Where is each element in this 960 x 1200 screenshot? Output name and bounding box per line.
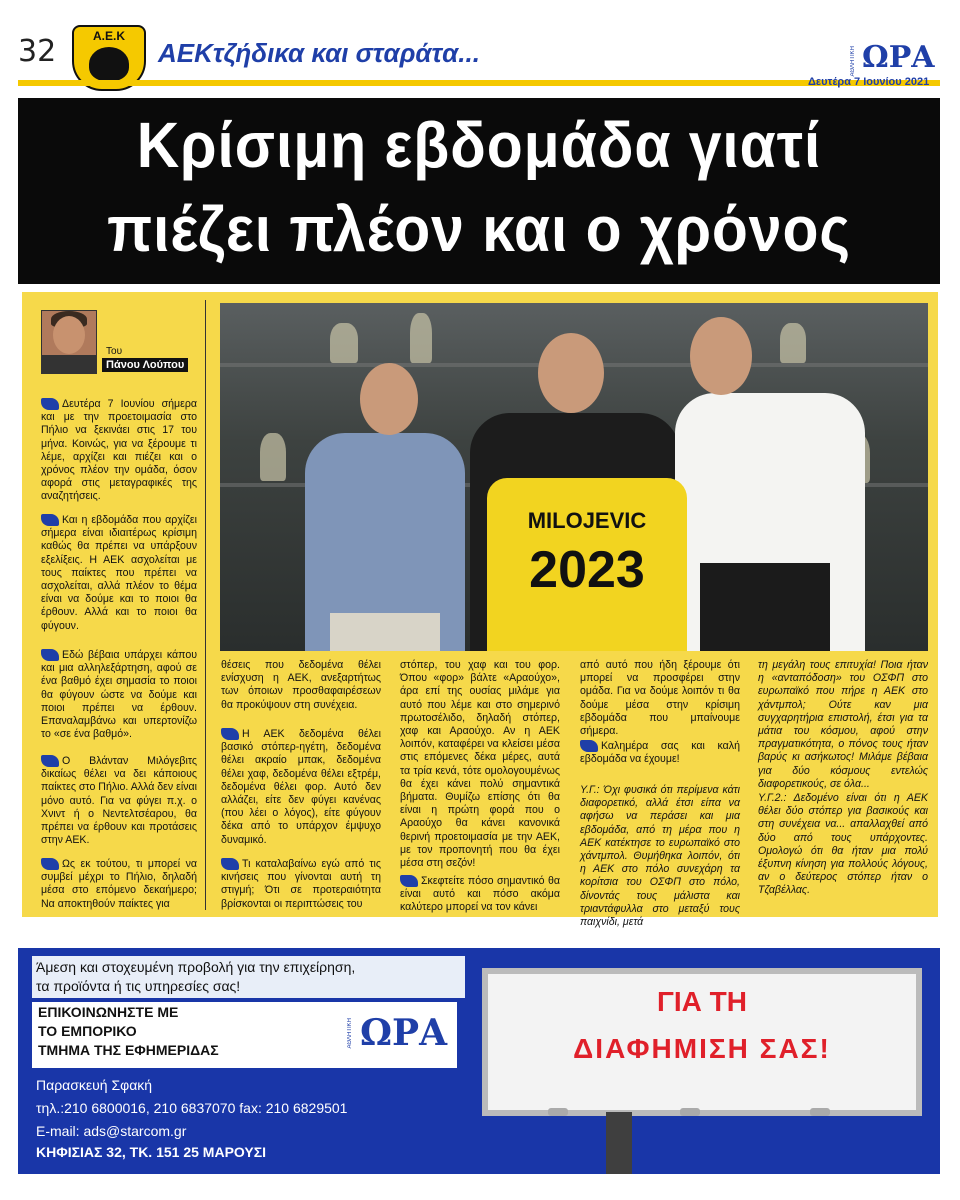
ad-contact-person: Παρασκευή Σφακή — [36, 1077, 153, 1093]
paragraph: Ως εκ τούτου, τι μπορεί να συμβεί μέχρι το Πήλιο, δηλαδή μέσα στο επόμενο δεκαήμερο; Να αποκτηθούν παίκτες για — [41, 858, 197, 910]
newspaper-brand: ΩΡΑ — [862, 40, 935, 75]
ad-email[interactable]: E-mail: ads@starcom.gr — [36, 1123, 187, 1139]
page-number: 32 — [18, 34, 57, 69]
ad-tagline-1: Άμεση και στοχευμένη προβολή για την επιχείρηση, — [36, 959, 356, 975]
ad-logo-small-text: ΑΘΛΗΤΙΚΗ — [347, 1018, 353, 1049]
pen-icon — [41, 514, 59, 526]
pen-icon — [580, 740, 598, 752]
issue-date: Δευτέρα 7 Ιουνίου 2021 — [808, 76, 930, 88]
paragraph: Εδώ βέβαια υπάρχει κάπου και μια αλληλεξάρτηση, αφού σε ένα βαθμό έχει σημασία το ποιοι θα φύγουν ώστε να δούμε και ποιοι πρέπει να έρθουν. Επαναλαμβάνω και υπερτονίζω το «σε ένα βαθμό». — [41, 649, 197, 741]
logo-text: Α.Ε.Κ — [92, 29, 125, 43]
paragraph: Ο Βλάνταν Μιλόγεβιτς δικαίως θέλει να δει κάποιους παίκτες στο Πήλιο. Αλλά δεν είναι μόνο αυτό. Για να φύγει π.χ. ο Χνιντ ή ο Νεντελτσέαρου, θα πρέπει να έρθουν και προτάσεις στην ΑΕΚ. — [41, 755, 197, 847]
author-name: Πάνου Λούπου — [102, 358, 188, 372]
headline-line-2: πιέζει πλέον και ο χρόνος — [107, 193, 851, 265]
pen-icon — [41, 755, 59, 767]
header-divider — [18, 80, 940, 86]
ad-tagline — [32, 956, 465, 998]
paragraph: στόπερ, του χαφ και του φορ. Όπου «φορ» βάλτε «Αραούχο», άρα επί της ουσίας μιλάμε για αυτό που λέμε και στο σημερινό πρωτοσέλιδο, δηλαδή στόπερ, χαφ και Αραούχο. Αν η ΑΕΚ λοιπόν, καταφέρει να κλείσει μέσα στις επόμενες δέκα μέρες, αυτά τα τρία κενά, τότε ομολογουμένως θα έχει κάνει πολύ σημαντικά βήματα. Θυμίζω επίσης ότι θα είναι η πρώτη φορά που ο Αραούχο θα κάνει κανονικά θερινή προετοιμασία με την ΑΕΚ, με τον προπονητή που θα έχει μέσα στη σεζόν! — [400, 659, 560, 870]
author-prefix: Του — [106, 346, 123, 357]
billboard-pole — [606, 1112, 632, 1174]
paragraph: Και η εβδομάδα που αρχίζει σήμερα είναι ιδιαιτέρως κρίσιμη καθώς θα πρέπει να υπάρξουν εξελίξεις. Η ΑΕΚ ασχολείται με τους παίκτες που πρέπει να ασχολείται, αλλά πλέον το θέμα είναι να δούμε και το ποιοι θα έρθουν. Αλλά και το ποιοι θα φύγουν. — [41, 514, 197, 632]
pen-icon — [221, 728, 239, 740]
ad-phones: τηλ.:210 6800016, 210 6837070 fax: 210 6829501 — [36, 1100, 348, 1116]
pen-icon — [400, 875, 418, 887]
headline-line-1: Κρίσιμη εβδομάδα γιατί — [136, 109, 822, 181]
section-title: ΑΕΚτζήδικα και σταράτα... — [158, 38, 480, 68]
jersey-number: 2023 — [529, 541, 645, 599]
ad-address: ΚΗΦΙΣΙΑΣ 32, ΤΚ. 151 25 ΜΑΡΟΥΣΙ — [36, 1144, 267, 1160]
pen-icon — [41, 858, 59, 870]
lamp-icon — [810, 1108, 830, 1116]
paragraph: Δευτέρα 7 Ιουνίου σήμερα και με την προετοιμασία στο Πήλιο να ξεκινάει στις 17 του μήνα. Κοινώς, για να ξέρουμε τι λέμε, αρχίζει και πιέζει και ο χρόνος πλέον την ομάδα, όσον αφορά στις μεταγραφικές της αναζητήσεις. — [41, 398, 197, 503]
pen-icon — [41, 398, 59, 410]
pen-icon — [41, 649, 59, 661]
paragraph: από αυτό που ήδη ξέρουμε ότι μπορεί να προσφέρει στην ομάδα. Για να δούμε λοιπόν τι θα δούμε μέσα στην κρίσιμη εβδομάδα που μπαίνουμε σήμερα. — [580, 659, 740, 738]
paragraph: θέσεις που δεδομένα θέλει ενίσχυση η ΑΕΚ, ανεξαρτήτως των όποιων προσθαφαιρέσεων θα προκύψουν στη συνέχεια. — [221, 659, 381, 711]
eagle-icon — [89, 47, 129, 81]
paragraph: Σκεφτείτε πόσο σημαντικό θα είναι αυτό και πόσο ακόμα καλύτερο μπορεί να τον κάνει — [400, 875, 560, 914]
jersey-name: MILOJEVIC — [527, 508, 647, 533]
ad-contact-line-2: ΤΟ ΕΜΠΟΡΙΚΟ — [38, 1023, 137, 1039]
ad-brand-logo: ΩΡΑ — [360, 1012, 448, 1054]
ad-contact-line-3: ΤΜΗΜΑ ΤΗΣ ΕΦΗΜΕΡΙΔΑΣ — [38, 1042, 219, 1058]
author-photo — [41, 310, 97, 374]
paragraph: Τι καταλαβαίνω εγώ από τις κινήσεις που γίνονται αυτή τη στιγμή; Ότι σε προτεραιότητα βρίσκονται οι περιπτώσεις του — [221, 858, 381, 910]
lamp-icon — [680, 1108, 700, 1116]
billboard-line-1: ΓΙΑ ΤΗ — [657, 986, 747, 1017]
ad-tagline-2: τα προϊόντα ή τις υπηρεσίες σας! — [36, 978, 241, 994]
billboard-line-2: ΔΙΑΦΗΜΙΣΗ ΣΑΣ! — [573, 1033, 831, 1064]
paragraph: Καλημέρα σας και καλή εβδομάδα να έχουμε! — [580, 740, 740, 766]
paragraph: Υ.Γ.: Όχι φυσικά ότι περίμενα κάτι διαφορετικό, αλλά έτσι είπα να αφήσω να περάσει και μια εβδομάδα, από τη μέρα που η ΑΕΚ κατέκτησε το ευρωπαϊκό στο χάντμπολ. Θυμήθηκα λοιπόν, ότι η ΑΕΚ στο πόλο συνεχάρη τα κορίτσια του ΟΣΦΠ στο πόλο, δίνοντάς τους μάλιστα και τριαντάφυλλα στο μεταξύ τους παιχνίδι, μετά — [580, 784, 740, 929]
ad-contact-line-1: ΕΠΙΚΟΙΝΩΝΗΣΤΕ ΜΕ — [38, 1004, 179, 1020]
lamp-icon — [548, 1108, 568, 1116]
paragraph: Υ.Γ.2.: Δεδομένο είναι ότι η ΑΕΚ θέλει δύο στόπερ για βασικούς και στη συνέχεια να... απαλλαχθεί από δύο από τους υπάρχοντες. Ομολογώ ότι θα ήταν μια πολύ έξυπνη κίνηση για πολλούς λόγους, αν ο δεύτερος στόπερ ήταν ο Τζαβέλλας. — [758, 792, 928, 897]
pen-icon — [221, 858, 239, 870]
paragraph: τη μεγάλη τους επιτυχία! Ποια ήταν η «ανταπόδοση» του ΟΣΦΠ στο ευρωπαϊκό που πήρε η ΑΕΚ στο χάντμπολ; Ούτε καν μια συγχαρητήρια επιστολή, έτσι για τα μάτια του κόσμου, αφού στην πραγματικότητα, ο πόνος τους ήταν βαρύς κι ασήκωτος! Μιλάμε βέβαια για δύο κόσμους εντελώς διαφορετικούς, σε όλα... — [758, 659, 928, 790]
column-rule — [205, 300, 206, 910]
paragraph: Η ΑΕΚ δεδομένα θέλει βασικό στόπερ-ηγέτη, δεδομένα θέλει ακραίο μπακ, δεδομένα θέλει χαφ, δεδομένα θέλει εξτρέμ, δεδομένα θέλει φορ. Αυτό δεν αλλάζει, είτε δεν φύγει κανένας (που λέει ο λόγος), είτε φύγουν δέκα από το υπάρχον έμψυχο δυναμικό. — [221, 728, 381, 846]
brand-small-text: ΑΘΛΗΤΙΚΗ — [850, 46, 856, 77]
